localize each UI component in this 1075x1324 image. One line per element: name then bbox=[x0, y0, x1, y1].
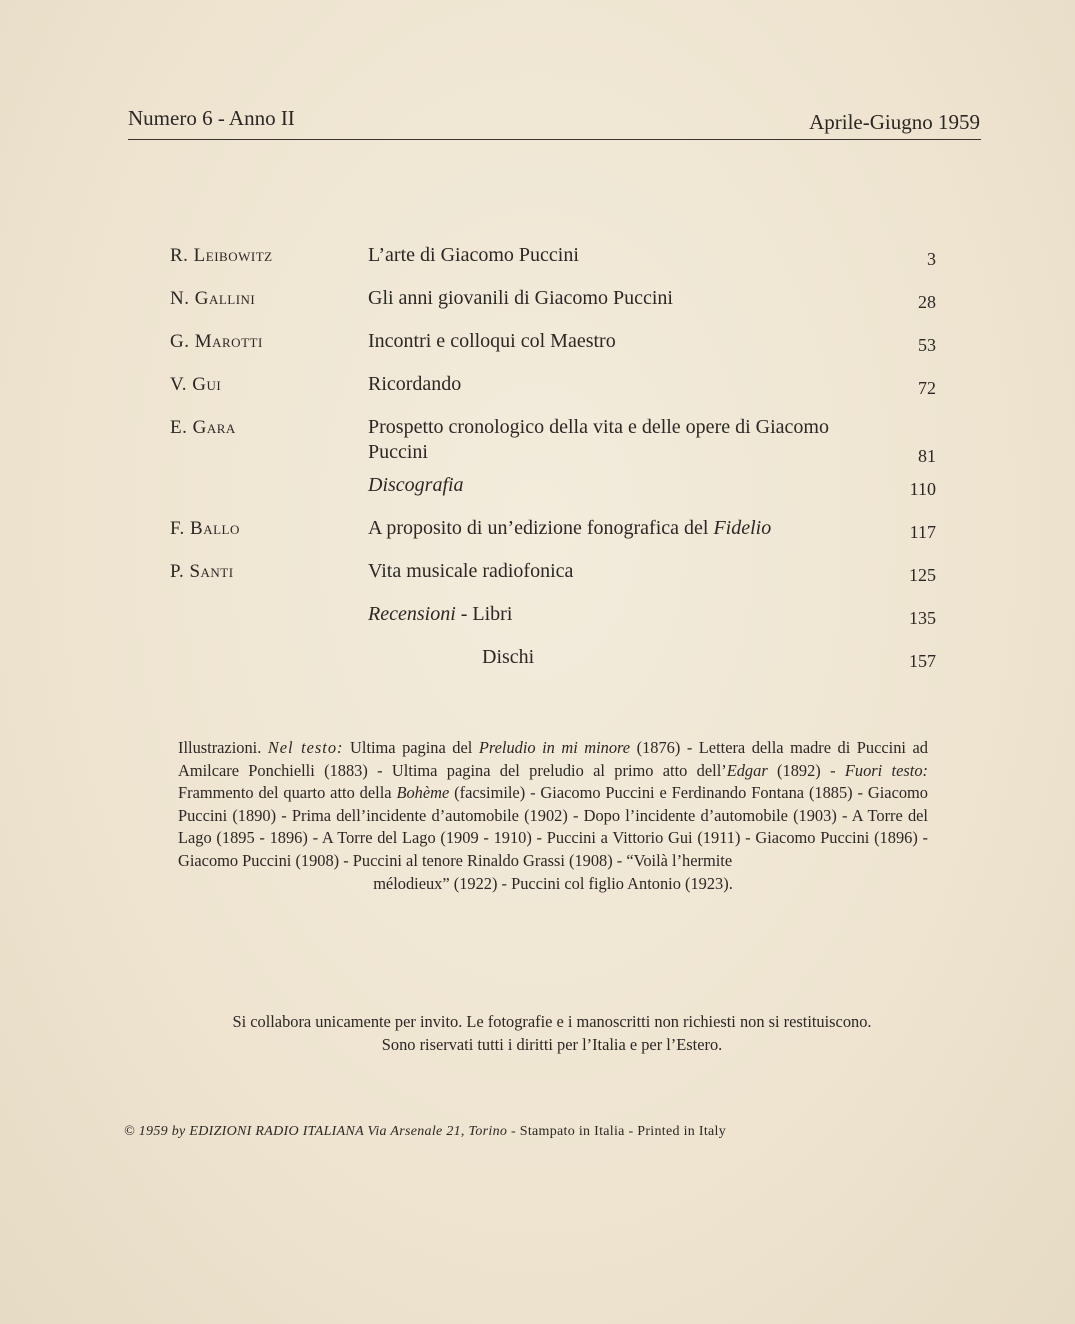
toc-page: 81 bbox=[918, 446, 936, 466]
illustrations-text: (1892) - bbox=[777, 760, 836, 780]
toc-title: Prospetto cronologico della vita e delle opere di Giacomo Puccini bbox=[368, 416, 829, 463]
toc-page: 72 bbox=[918, 378, 936, 398]
toc-page: 117 bbox=[909, 522, 936, 542]
toc-title-text: A proposito di un’edizione fonografica del bbox=[368, 517, 714, 539]
toc-author: G. Marotti bbox=[170, 331, 263, 352]
illustrations-label: Illustrazioni. bbox=[178, 738, 262, 757]
toc-title-text: - Libri bbox=[455, 603, 513, 625]
illustrations-italic: Edgar bbox=[726, 760, 768, 780]
illustrations-note bbox=[178, 737, 928, 895]
toc-title-italic: Recensioni bbox=[368, 603, 456, 625]
toc-title: Incontri e colloqui col Maestro bbox=[368, 330, 616, 352]
toc-author bbox=[170, 473, 368, 475]
toc-page: 53 bbox=[918, 335, 936, 355]
illustrations-italic: Preludio in mi minore bbox=[478, 738, 631, 757]
toc-row bbox=[170, 372, 940, 399]
toc-row bbox=[170, 602, 940, 629]
issue-period: Aprile-Giugno 1959 bbox=[809, 110, 980, 134]
toc-row bbox=[170, 473, 940, 500]
toc-author: N. Gallini bbox=[170, 288, 256, 309]
toc-title bbox=[368, 602, 866, 627]
toc-title: Ricordando bbox=[368, 373, 462, 395]
toc-author bbox=[170, 602, 368, 604]
toc-author: P. Santi bbox=[170, 561, 234, 582]
nel-testo-label: Nel testo: bbox=[267, 738, 344, 757]
toc-row bbox=[170, 286, 940, 313]
issue-number: Numero 6 - Anno II bbox=[128, 106, 295, 130]
rights-notice bbox=[124, 1011, 980, 1056]
toc-title: Gli anni giovanili di Giacomo Puccini bbox=[368, 287, 673, 309]
illustrations-text: (1876) - Lettera della madre di Puccini ad Amilcare Ponchielli (1883) - Ultima pagina del preludio al primo atto dell’ bbox=[178, 738, 928, 780]
illustrations-text: Frammento del quarto atto della bbox=[178, 783, 392, 803]
toc-title: Discografia bbox=[368, 474, 464, 496]
fuori-testo-label: Fuori testo: bbox=[844, 760, 928, 780]
table-of-contents bbox=[170, 243, 940, 688]
copyright-printed: - Stampato in Italia - Printed in Italy bbox=[507, 1124, 727, 1139]
illustrations-text: Ultima pagina del bbox=[350, 738, 473, 757]
copyright-line bbox=[124, 1124, 980, 1140]
notice-line: Sono riservati tutti i diritti per l’Italia e per l’Estero. bbox=[381, 1034, 723, 1054]
toc-author bbox=[170, 645, 368, 647]
toc-page: 110 bbox=[909, 479, 936, 499]
toc-author: R. Leibowitz bbox=[170, 245, 273, 266]
toc-row bbox=[170, 243, 940, 270]
toc-page: 157 bbox=[909, 651, 936, 671]
toc-author: V. Gui bbox=[170, 374, 222, 395]
toc-row bbox=[170, 329, 940, 356]
toc-title bbox=[368, 516, 866, 541]
toc-row bbox=[170, 645, 940, 672]
toc-author: E. Gara bbox=[170, 417, 236, 438]
toc-title: Vita musicale radiofonica bbox=[368, 560, 574, 582]
illustrations-text: mélodieux” (1922) - Puccini col figlio Antonio (1923). bbox=[373, 873, 733, 893]
toc-row bbox=[170, 516, 940, 543]
notice-line: Si collabora unicamente per invito. Le fotografie e i manoscritti non richiesti non si restituiscono. bbox=[232, 1012, 872, 1031]
toc-row bbox=[170, 415, 940, 467]
toc-author: F. Ballo bbox=[170, 518, 240, 539]
toc-page: 135 bbox=[909, 608, 936, 628]
toc-page: 28 bbox=[918, 292, 936, 312]
header-rule bbox=[128, 139, 981, 140]
toc-title: L’arte di Giacomo Puccini bbox=[368, 244, 579, 266]
toc-row bbox=[170, 559, 940, 586]
toc-title-italic: Fidelio bbox=[713, 517, 772, 539]
toc-title: Dischi bbox=[482, 646, 535, 668]
toc-page: 125 bbox=[909, 565, 936, 585]
illustrations-text: (facsimile) - Giacomo Puccini e Ferdinando Fontana (1885) - Giacomo Puccini (1890) - Prima dell’incidente d’automobile (1902) - Dopo l’incidente d’automobile (1903) - A Torre del Lago (1895 - 1896) - A Torre del Lago (1909 - 1910) - Puccini a Vittorio Gui (1911) - Giacomo Puccini (1896) - Giacomo Puccini (1908) - Puccini al tenore Rinaldo Grassi (1908) - “Voilà l’hermite bbox=[178, 783, 928, 870]
copyright-publisher: © 1959 by EDIZIONI RADIO ITALIANA Via Arsenale 21, Torino bbox=[124, 1124, 508, 1139]
illustrations-italic: Bohème bbox=[396, 783, 450, 803]
toc-page: 3 bbox=[927, 249, 936, 269]
